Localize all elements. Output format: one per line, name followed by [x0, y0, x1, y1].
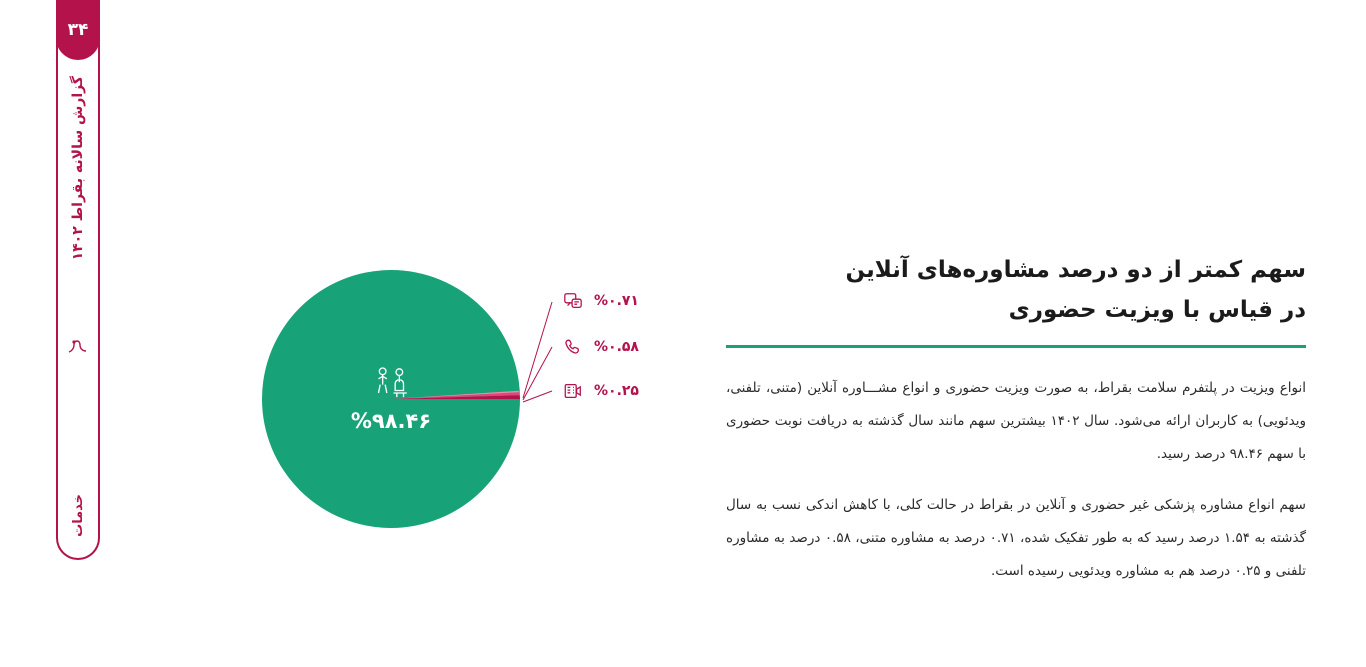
sidebar-section-text: خدمات	[70, 493, 86, 537]
content-column	[726, 250, 1306, 606]
body-paragraph-1: انواع ویزیت در پلتفرم سلامت بقراط، به صورت ویزیت حضوری و انواع مشـــاوره آنلاین (متنی، تلفنی، ویدئویی) به کاربران ارائه می‌شود. سال ۱۴۰۲ بیشترین سهم مانند سال گذشته به دریافت نوبت حضوری با سهم ۹۸.۴۶ درصد رسید.	[726, 379, 1306, 462]
pie-callout-video-consult	[562, 380, 639, 402]
phone-call-icon	[562, 336, 584, 358]
pie-callout-phone-consult	[562, 336, 639, 358]
pie-callout-percent-3: %۰.۲۵	[594, 383, 639, 399]
pie-callout-text-consult	[562, 290, 639, 312]
headline-line-2: در قیاس با ویزیت حضوری	[1008, 297, 1306, 324]
report-title-vertical	[56, 68, 100, 268]
page-number: ۳۴	[67, 20, 89, 40]
text-chat-icon	[562, 290, 584, 312]
body-paragraph-2: سهم انواع مشاوره پزشکی غیر حضوری و آنلاین در بقراط در حالت کلی، با کاهش اندکی نسب به سال گذشته به ۱.۵۴ درصد رسید که به طور تفکیک شده، ۰.۷۱ درصد به مشاوره متنی، ۰.۵۸ درصد به مشاوره تلفنی و ۰.۲۵ درصد هم به مشاوره ویدئویی رسیده است.	[726, 496, 1307, 579]
sidebar-section-label	[56, 480, 100, 550]
pie-thin-slices	[241, 249, 541, 549]
pie-center-percent: %۹۸.۴۶	[350, 409, 432, 433]
pie-chart	[230, 250, 690, 550]
headline-line-1: سهم کمتر از دو درصد مشاوره‌های آنلاین	[845, 257, 1306, 283]
page-title	[726, 250, 1306, 331]
pie-callout-percent-2: %۰.۵۸	[594, 339, 639, 355]
title-underline	[726, 345, 1306, 348]
report-title-text: گزارش سالانه بقراط ۱۴۰۲	[70, 75, 86, 261]
page-number-badge	[56, 0, 100, 60]
video-call-icon	[562, 380, 584, 402]
boghrat-logo-icon	[56, 330, 100, 364]
pie-callout-percent-1: %۰.۷۱	[594, 293, 639, 309]
